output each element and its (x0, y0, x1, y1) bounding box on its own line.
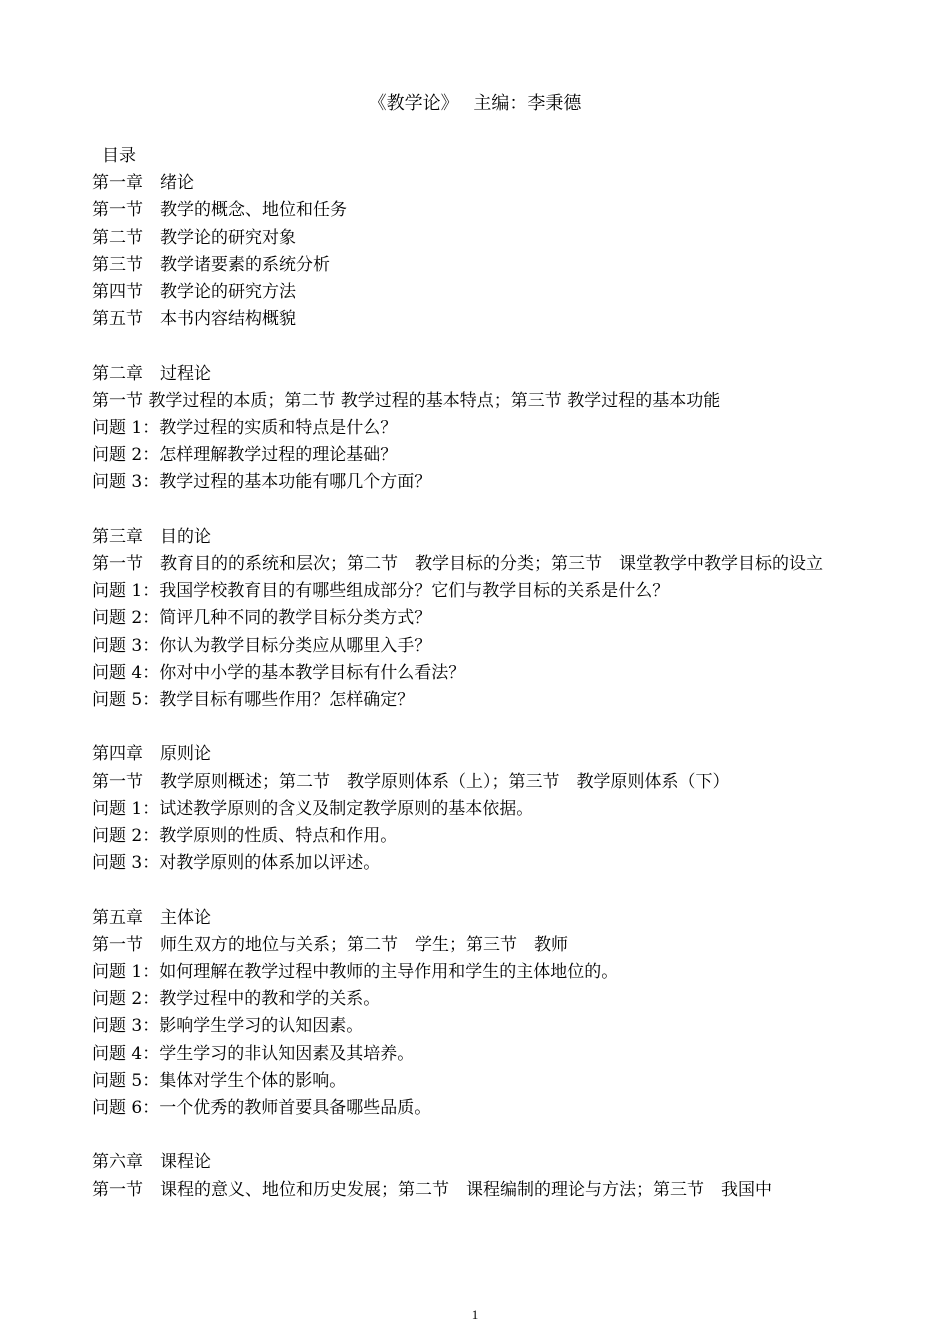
chapter-heading: 第六章 课程论 (92, 1152, 211, 1173)
question-line: 问题 2：教学原则的性质、特点和作用。 (92, 826, 398, 847)
chapter-heading: 第一章 绪论 (92, 173, 194, 194)
section-line: 第一节 师生双方的地位与关系；第二节 学生；第三节 教师 (92, 934, 568, 955)
question-line: 问题 2：怎样理解教学过程的理论基础？ (92, 445, 398, 466)
toc-lines (92, 170, 862, 1204)
question-line: 问题 1：如何理解在教学过程中教师的主导作用和学生的主体地位的。 (92, 962, 619, 983)
toc-heading: 目录 (102, 146, 136, 166)
chapter-heading: 第四章 原则论 (92, 744, 211, 765)
section-line: 第一节 教学过程的本质；第二节 教学过程的基本特点；第三节 教学过程的基本功能 (92, 390, 721, 411)
question-line: 问题 2：简评几种不同的教学目标分类方式？ (92, 608, 432, 629)
section-line: 第二节 教学论的研究对象 (92, 227, 296, 248)
question-line: 问题 4：你对中小学的基本教学目标有什么看法？ (92, 662, 466, 683)
question-line: 问题 3：影响学生学习的认知因素。 (92, 1016, 364, 1037)
question-line: 问题 4：学生学习的非认知因素及其培养。 (92, 1043, 415, 1064)
chapter-heading: 第二章 过程论 (92, 363, 211, 384)
section-line: 第一节 课程的意义、地位和历史发展；第二节 课程编制的理论与方法；第三节 我国中 (92, 1179, 772, 1200)
blank-line (92, 877, 862, 904)
question-line: 问题 1：我国学校教育目的有哪些组成部分？它们与教学目标的关系是什么？ (92, 581, 670, 602)
question-line: 问题 1：试述教学原则的含义及制定教学原则的基本依据。 (92, 798, 534, 819)
question-line: 问题 2：教学过程中的教和学的关系。 (92, 989, 381, 1010)
question-line: 问题 3：教学过程的基本功能有哪几个方面？ (92, 472, 432, 493)
section-line: 第五节 本书内容结构概貌 (92, 309, 296, 330)
question-line: 问题 3：你认为教学目标分类应从哪里入手？ (92, 635, 432, 656)
question-line: 问题 5：集体对学生个体的影响。 (92, 1070, 347, 1091)
section-line: 第一节 教学原则概述；第二节 教学原则体系（上）；第三节 教学原则体系（下） (92, 771, 730, 792)
section-line: 第三节 教学诸要素的系统分析 (92, 254, 330, 275)
page-title: 《教学论》 主编：李秉德 (368, 93, 582, 114)
blank-line (92, 333, 862, 360)
section-line: 第一节 教育目的的系统和层次；第二节 教学目标的分类；第三节 课堂教学中教学目标的设立 (92, 554, 823, 575)
blank-line (92, 497, 862, 524)
section-line: 第四节 教学论的研究方法 (92, 282, 296, 303)
question-line: 问题 1：教学过程的实质和特点是什么？ (92, 418, 398, 439)
question-line: 问题 5：教学目标有哪些作用？怎样确定？ (92, 690, 415, 711)
blank-line (92, 714, 862, 741)
page-number: 1 (471, 1307, 479, 1322)
question-line: 问题 6：一个优秀的教师首要具备哪些品质。 (92, 1098, 432, 1119)
chapter-heading: 第五章 主体论 (92, 907, 211, 928)
chapter-heading: 第三章 目的论 (92, 526, 211, 547)
blank-line (92, 1122, 862, 1149)
section-line: 第一节 教学的概念、地位和任务 (92, 200, 347, 221)
question-line: 问题 3：对教学原则的体系加以评述。 (92, 853, 381, 874)
document-body (92, 143, 862, 1204)
